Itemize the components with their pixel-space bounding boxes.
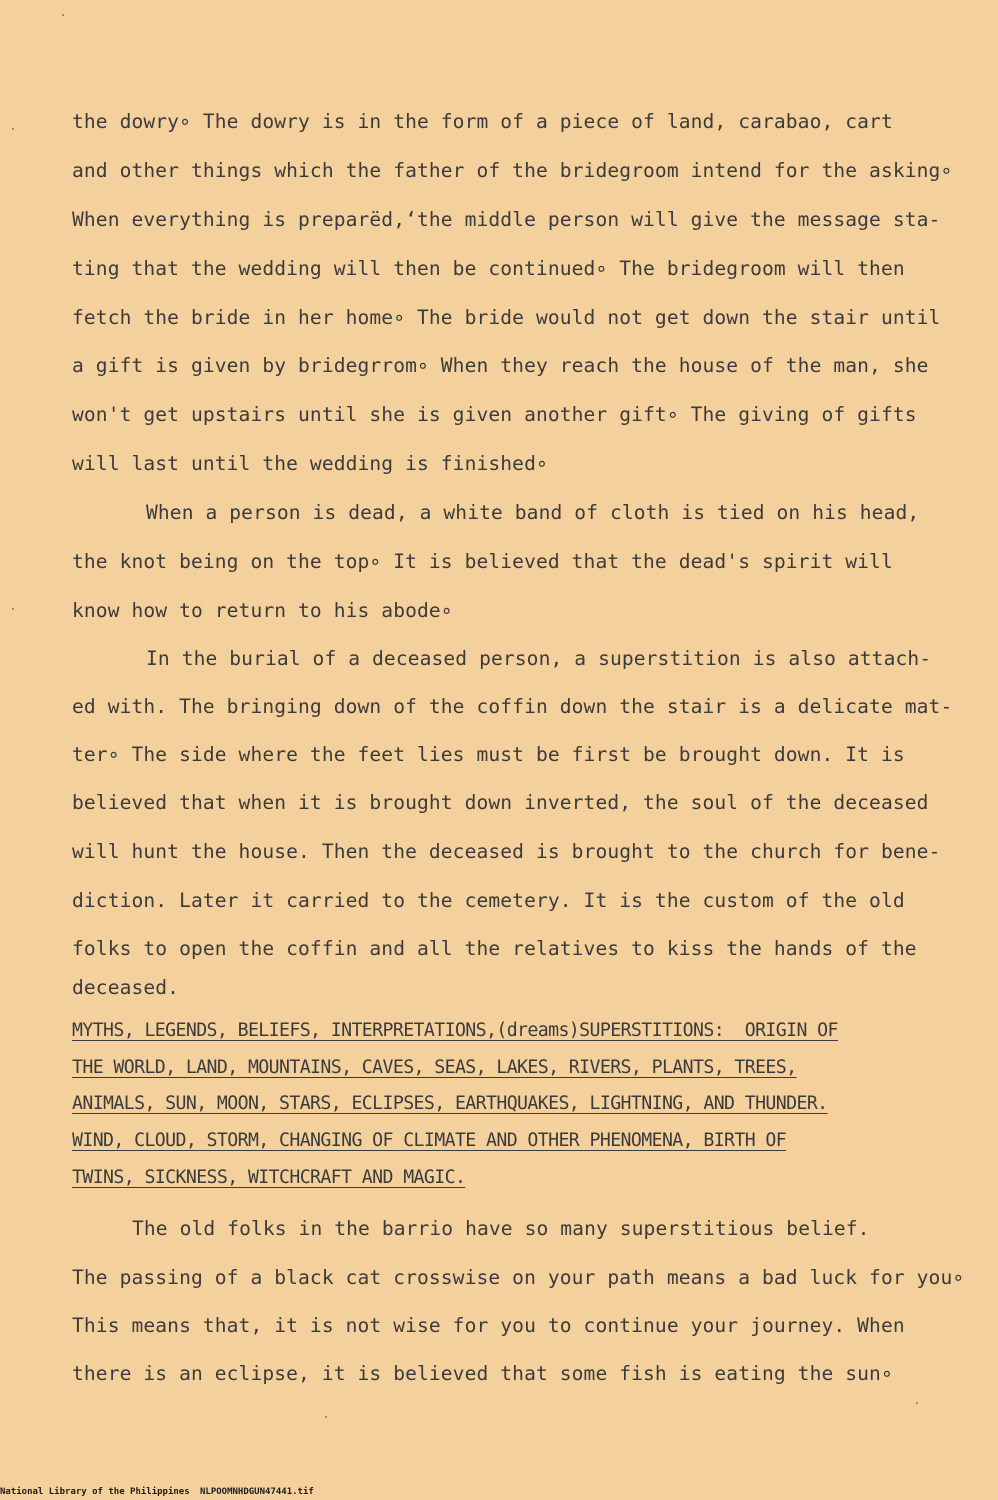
body-line: ed with. The bringing down of the coffin down the stair is a delicate mat- [72, 695, 953, 718]
body-line: will last until the wedding is finished∘ [72, 452, 548, 475]
footer-source: National Library of the Philippines [0, 1487, 190, 1497]
paragraph-start-line: In the burial of a deceased person, a superstition is also attach- [146, 647, 932, 670]
body-line: The passing of a black cat crosswise on your path means a bad luck for you∘ [72, 1266, 965, 1289]
body-line: deceased. [72, 976, 180, 999]
body-line: the dowry∘ The dowry is in the form of a piece of land, carabao, cart [72, 110, 893, 133]
body-line: When everything is preparëd,ʻthe middle person will give the message sta- [72, 208, 941, 231]
section-heading-line: ANIMALS, SUN, MOON, STARS, ECLIPSES, EARTHQUAKES, LIGHTNING, AND THUNDER. [72, 1093, 828, 1114]
body-line: the knot being on the top∘ It is believed that the dead's spirit will [72, 550, 893, 573]
body-line: This means that, it is not wise for you to continue your journey. When [72, 1314, 905, 1337]
body-line: ting that the wedding will then be continued∘ The bridegroom will then [72, 257, 905, 280]
body-line: won't get upstairs until she is given another gift∘ The giving of gifts [72, 403, 917, 426]
body-line: a gift is given by bridegrrom∘ When they reach the house of the man, she [72, 354, 929, 377]
body-line: know how to return to his abode∘ [72, 599, 453, 622]
paper-speck [916, 1402, 918, 1404]
body-line: diction. Later it carried to the cemetery. It is the custom of the old [72, 889, 905, 912]
body-line: and other things which the father of the bridegroom intend for the asking∘ [72, 159, 953, 182]
paper-speck [12, 608, 14, 610]
body-line: folks to open the coffin and all the relatives to kiss the hands of the [72, 937, 917, 960]
section-heading-line: THE WORLD, LAND, MOUNTAINS, CAVES, SEAS, LAKES, RIVERS, PLANTS, TREES, [72, 1057, 797, 1078]
paragraph-start-line: The old folks in the barrio have so many superstitious belief. [132, 1217, 870, 1240]
paper-speck [325, 1416, 327, 1418]
paper-speck [62, 14, 64, 16]
section-heading-line: WIND, CLOUD, STORM, CHANGING OF CLIMATE AND OTHER PHENOMENA, BIRTH OF [72, 1130, 787, 1151]
body-line: ter∘ The side where the feet lies must be first be brought down. It is [72, 743, 905, 766]
footer-filename: NLPOOMNHDGUN47441.tif [200, 1487, 314, 1497]
paragraph-start-line: When a person is dead, a white band of cloth is tied on his head, [146, 501, 920, 524]
body-line: fetch the bride in her home∘ The bride would not get down the stair until [72, 306, 941, 329]
body-line: believed that when it is brought down inverted, the soul of the deceased [72, 791, 929, 814]
section-heading-line: TWINS, SICKNESS, WITCHCRAFT AND MAGIC. [72, 1167, 466, 1188]
body-line: will hunt the house. Then the deceased is brought to the church for bene- [72, 840, 941, 863]
section-heading-line: MYTHS, LEGENDS, BELIEFS, INTERPRETATIONS,(dreams)SUPERSTITIONS: ORIGIN OF [72, 1020, 838, 1041]
body-line: there is an eclipse, it is believed that some fish is eating the sun∘ [72, 1362, 893, 1385]
paper-speck [12, 128, 14, 130]
